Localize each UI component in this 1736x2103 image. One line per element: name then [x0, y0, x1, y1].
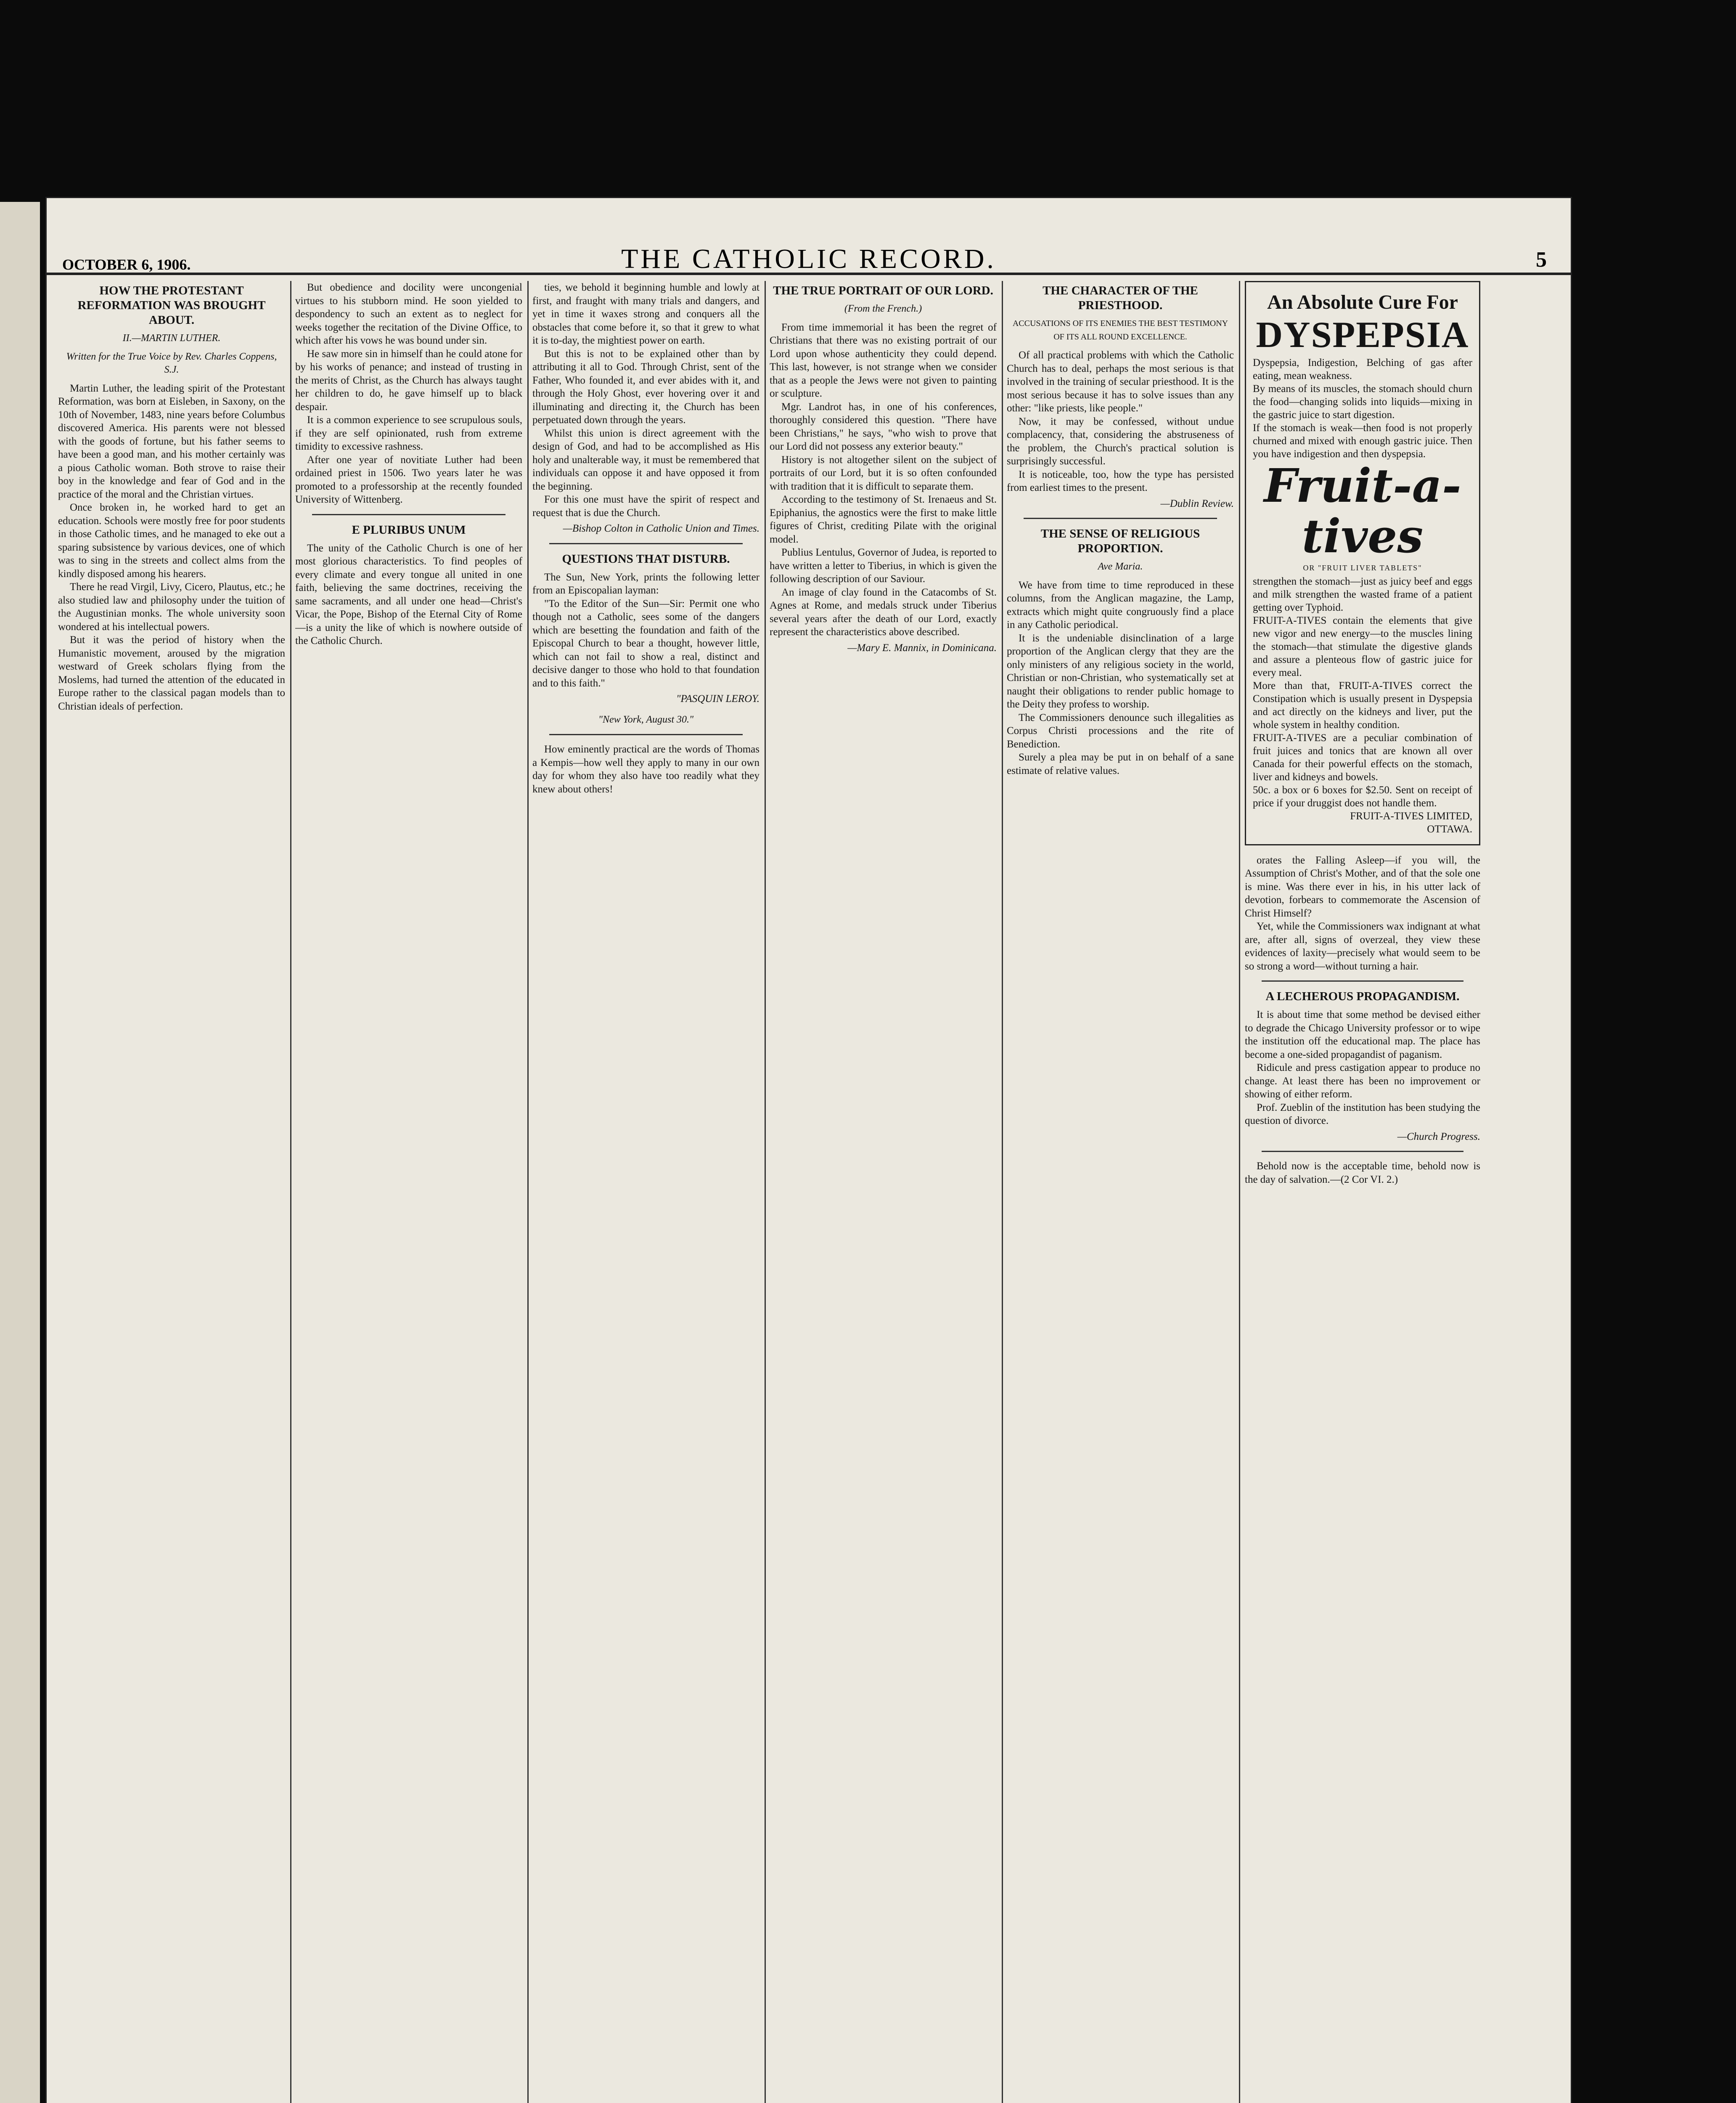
paragraph: ties, we behold it beginning humble and lowly at first, and fraught with many trials and dangers, and yet in time it waxes strong and conquers all the obstacles that come before it, so that it grew to what it is to-day, the mightiest power on earth. — [532, 282, 760, 346]
paragraph: The Sun, New York, prints the following letter from an Episcopalian layman: — [532, 571, 760, 596]
column-4 — [770, 281, 997, 2103]
paragraph: But this is not to be explained other than by attributing it all to God. Through Christ, sent of the Father, Who founded it, and ever abides with it, and through the Holy Ghost, ever hovering over it and illuminating and directing it, the Church has been perpetuated down through the years. — [532, 348, 760, 426]
divider — [549, 543, 743, 544]
paragraph: There he read Virgil, Livy, Cicero, Plautus, etc.; he also studied law and philosophy under the tuition of the Augustinian monks. The whole university soon wondered at his intellectual powers. — [58, 581, 285, 633]
column-rule — [1002, 281, 1003, 2103]
paragraph: He saw more sin in himself than he could atone for by his works of penance; and instead of trusting in the merits of Christ, as the Church has always taught her children to do, he gave himself up to black despair. — [295, 348, 522, 413]
section-heading: QUESTIONS THAT DISTURB. — [562, 552, 730, 566]
section-heading: E PLURIBUS UNUM — [352, 523, 466, 537]
attribution: —Mary E. Mannix, in Dominicana. — [847, 642, 997, 654]
divider — [1262, 980, 1463, 982]
column-rule — [290, 281, 291, 2103]
paragraph: Mgr. Landrot has, in one of his conferences, thoroughly considered this question. "There have been Christians," he says, "who wish to prove that our Lord did not possess any exterior beauty." — [770, 401, 997, 452]
paragraph: Once broken in, he worked hard to get an education. Schools were mostly free for poor students in those Catholic times, and he managed to eke out a sparing subsistence by various devices, one of which was to sing in the streets and collect alms from the kindly disposed among his hearers. — [58, 502, 285, 580]
paragraph: Surely a plea may be put in on behalf of a sane estimate of relative values. — [1007, 752, 1234, 776]
ad-text: By means of its muscles, the stomach should churn the food—changing solids into liquids—mixing in the gastric juice to start digestion. — [1253, 383, 1472, 421]
paragraph: Yet, while the Commissioners wax indignant at what are, after all, signs of overzeal, they view these evidences of laxity—precisely what would seem to be so strong a word—without turning a hair. — [1245, 921, 1480, 972]
newspaper-page — [45, 197, 1572, 2103]
divider — [1262, 1151, 1463, 1152]
ad-headline-large: DYSPEPSIA — [1256, 315, 1469, 355]
paragraph: But it was the period of history when the Humanistic movement, aroused by the migration westward of Greek scholars flying from the Moslems, had turned the attention of the educated in Europe rather to the classical pagan models than to Christian ideals of perfection. — [58, 634, 285, 712]
paragraph: History is not altogether silent on the subject of portraits of our Lord, but it is so often confounded with tradition that it is difficult to separate them. — [770, 454, 997, 492]
column-1 — [58, 281, 285, 2103]
section-heading: THE SENSE OF RELIGIOUS PROPORTION. — [1040, 527, 1200, 555]
paragraph: Whilst this union is direct agreement with the design of God, and had to be accomplished as His holy and unalterable way, it must be remembered that individuals can oppose it and have opposed it from the beginning. — [532, 427, 760, 492]
article-title: THE TRUE PORTRAIT OF OUR LORD. — [773, 284, 993, 297]
divider — [1024, 518, 1217, 519]
masthead — [45, 197, 1572, 275]
paper-title: THE CATHOLIC RECORD. — [621, 244, 996, 274]
ad-headline: An Absolute Cure For — [1267, 291, 1458, 313]
paragraph: It is a common experience to see scrupulous souls, if they are self opinionated, rush from extreme timidity to excessive rashness. — [295, 414, 522, 452]
paragraph: From time immemorial it has been the regret of Christians that there was no existing portrait of our Lord upon whose authenticity they could depend. This last, however, is not strange when we consider that as a people the Jews were not given to painting or sculpture. — [770, 321, 997, 399]
column-6 — [1245, 281, 1480, 2103]
paragraph: It is the undeniable disinclination of a large proportion of the Anglican clergy that they are the only ministers of any religious society in the world, Christian or non-Christian, who systematically set at naught their obligations to render public homage to the Deity they profess to worship. — [1007, 632, 1234, 710]
ad-text: If the stomach is weak—then food is not properly churned and mixed with enough gastric juice. Then you have indigestion and then dyspepsia. — [1253, 422, 1472, 460]
advertisement — [1245, 281, 1480, 845]
paragraph: According to the testimony of St. Irenaeus and St. Epiphanius, the agnostics were the first to make little figures of Christ, crediting Pilate with the original model. — [770, 494, 997, 545]
column-rule — [765, 281, 766, 2103]
article-title: THE CHARACTER OF THE PRIESTHOOD. — [1043, 284, 1198, 312]
paragraph: orates the Falling Asleep—if you will, the Assumption of Christ's Mother, and of that the sole one is mine. Was there ever in his, in his utter lack of devotion, forbears to commemorate the Ascension of Christ Himself? — [1245, 854, 1480, 919]
ad-city: OTTAWA. — [1427, 823, 1472, 835]
adjacent-page-edge — [0, 202, 40, 2103]
ad-text: More than that, FRUIT-A-TIVES correct the Constipation which is usually present in Dyspepsia and act directly on the kidneys and liver, put the whole system in healthy condition. — [1253, 680, 1472, 731]
ad-logo: Fruit-a-tives — [1264, 458, 1461, 563]
column-3 — [532, 281, 760, 2103]
attribution: —Bishop Colton in Catholic Union and Times. — [563, 523, 760, 534]
paragraph: Ridicule and press castigation appear to produce no change. At least there has been no improvement or showing of either reform. — [1245, 1062, 1480, 1100]
closing-verse: Behold now is the acceptable time, behold now is the day of salvation.—(2 Cor VI. 2.) — [1245, 1160, 1480, 1185]
ad-price: 50c. a box or 6 boxes for $2.50. Sent on receipt of price if your druggist does not handle them. — [1253, 784, 1472, 809]
divider — [549, 734, 743, 735]
ad-text: strengthen the stomach—just as juicy beef and eggs and milk strengthen the wasted frame of a patient getting over Typhoid. — [1253, 575, 1472, 613]
article-title: HOW THE PROTESTANT REFORMATION WAS BROUGHT ABOUT. — [77, 284, 266, 327]
ad-text: FRUIT-A-TIVES are a peculiar combination of fruit juices and tonics that are known all over Canada for their powerful effects on the stomach, liver and kidneys and bowels. — [1253, 732, 1472, 783]
article-subtitle: (From the French.) — [844, 303, 922, 314]
paragraph: "To the Editor of the Sun—Sir: Permit one who though not a Catholic, sees some of the dangers which are besetting the foundation and faith of the Episcopal Church to bear a thought, however little, which can not fail to show a real, distinct and decisive danger to those who hold to that foundation and to this faith." — [532, 598, 760, 689]
ad-text: FRUIT-A-TIVES contain the elements that give new vigor and new energy—to the muscles lining the stomach—that stimulate the digestive glands and assure a plenteous flow of gastric juice for every meal. — [1253, 614, 1472, 678]
paragraph: Martin Luther, the leading spirit of the Protestant Reformation, was born at Eisleben, in Saxony, on the 10th of November, 1483, nine years before Columbus discovered America. His parents were not blessed with the goods of fortune, but his father seems to have been a good man, and his mother certainly was a pious Catholic woman. Both strove to raise their boy in the knowledge and fear of God and in the practice of the moral and the Christian virtues. — [58, 382, 285, 500]
column-rule — [527, 281, 529, 2103]
paragraph: Publius Lentulus, Governor of Judea, is reported to have written a letter to Tiberius, in which is given the following description of our Saviour. — [770, 547, 997, 585]
section-source: Ave Maria. — [1098, 561, 1143, 572]
letter-signature: "PASQUIN LEROY. — [676, 693, 760, 705]
page-number: 5 — [1536, 248, 1547, 272]
letter-dateline: "New York, August 30." — [598, 714, 694, 725]
divider — [312, 514, 505, 515]
column-5 — [1007, 281, 1234, 2103]
paragraph: For this one must have the spirit of respect and request that is due the Church. — [532, 494, 760, 519]
paragraph: Prof. Zueblin of the institution has been studying the question of divorce. — [1245, 1102, 1480, 1126]
ad-text: Dyspepsia, Indigestion, Belching of gas after eating, mean weakness. — [1253, 357, 1472, 381]
attribution: —Church Progress. — [1397, 1131, 1480, 1142]
paragraph: It is noticeable, too, how the type has persisted from earliest times to the present. — [1007, 469, 1234, 493]
paragraph: It is about time that some method be devised either to degrade the Chicago University professor or to wipe the institution off the educational map. The place has become a one-sided propagandist of paganism. — [1245, 1009, 1480, 1060]
article-subtitle: ACCUSATIONS OF ITS ENEMIES THE BEST TESTIMONY OF ITS ALL ROUND EXCELLENCE. — [1012, 319, 1228, 342]
ad-logo-subtitle: OR "FRUIT LIVER TABLETS" — [1303, 564, 1422, 572]
article-byline: Written for the True Voice by Rev. Charles Coppens, S.J. — [66, 351, 277, 375]
paragraph: The unity of the Catholic Church is one of her most glorious characteristics. To find peoples of every climate and every tongue all united in one faith, believing the same doctrines, receiving the same sacraments, and all under one head—Christ's Vicar, the Pope, Bishop of the Eternal City of Rome—is a unity the like of which is nowhere outside of the Catholic Church. — [295, 542, 522, 646]
ad-company: FRUIT-A-TIVES LIMITED, — [1350, 810, 1472, 822]
paragraph: The Commissioners denounce such illegalities as Corpus Christi processions and the rite of Benediction. — [1007, 712, 1234, 750]
paragraph: How eminently practical are the words of Thomas a Kempis—how well they apply to many in our own day for whom they also have too readily what they knew about others! — [532, 744, 760, 795]
paragraph: We have from time to time reproduced in these columns, from the Anglican magazine, the Lamp, extracts which might quite congruously find a place in any Catholic periodical. — [1007, 579, 1234, 630]
paragraph: But obedience and docility were uncongenial virtues to his stubborn mind. He soon yielded to despondency to such an extent as to neglect for weeks together the recitation of the Divine Office, to which after his vows he was bound under sin. — [295, 282, 522, 346]
article-subtitle: II.—MARTIN LUTHER. — [122, 333, 221, 344]
column-rule — [1239, 281, 1240, 2103]
attribution: —Dublin Review. — [1160, 498, 1234, 509]
paragraph: Of all practical problems with which the Catholic Church has to deal, perhaps the most serious is that involved in the training of secular priesthood. It is the most serious because it has to solve issues than any other: "like priests, like people." — [1007, 350, 1234, 414]
paragraph: After one year of novitiate Luther had been ordained priest in 1506. Two years later he was promoted to a professorship at the recently founded University of Wittenberg. — [295, 454, 522, 505]
column-2 — [295, 281, 522, 2103]
paragraph: An image of clay found in the Catacombs of St. Agnes at Rome, and medals struck under Tiberius several years after the death of our Lord, exactly represent the characteristics above described. — [770, 586, 997, 638]
paragraph: Now, it may be confessed, without undue complacency, that, considering the abstruseness of the problem, the Church's practical solution is surprisingly successful. — [1007, 416, 1234, 467]
section-heading: A LECHEROUS PROPAGANDISM. — [1265, 990, 1460, 1003]
issue-date: OCTOBER 6, 1906. — [62, 256, 191, 273]
